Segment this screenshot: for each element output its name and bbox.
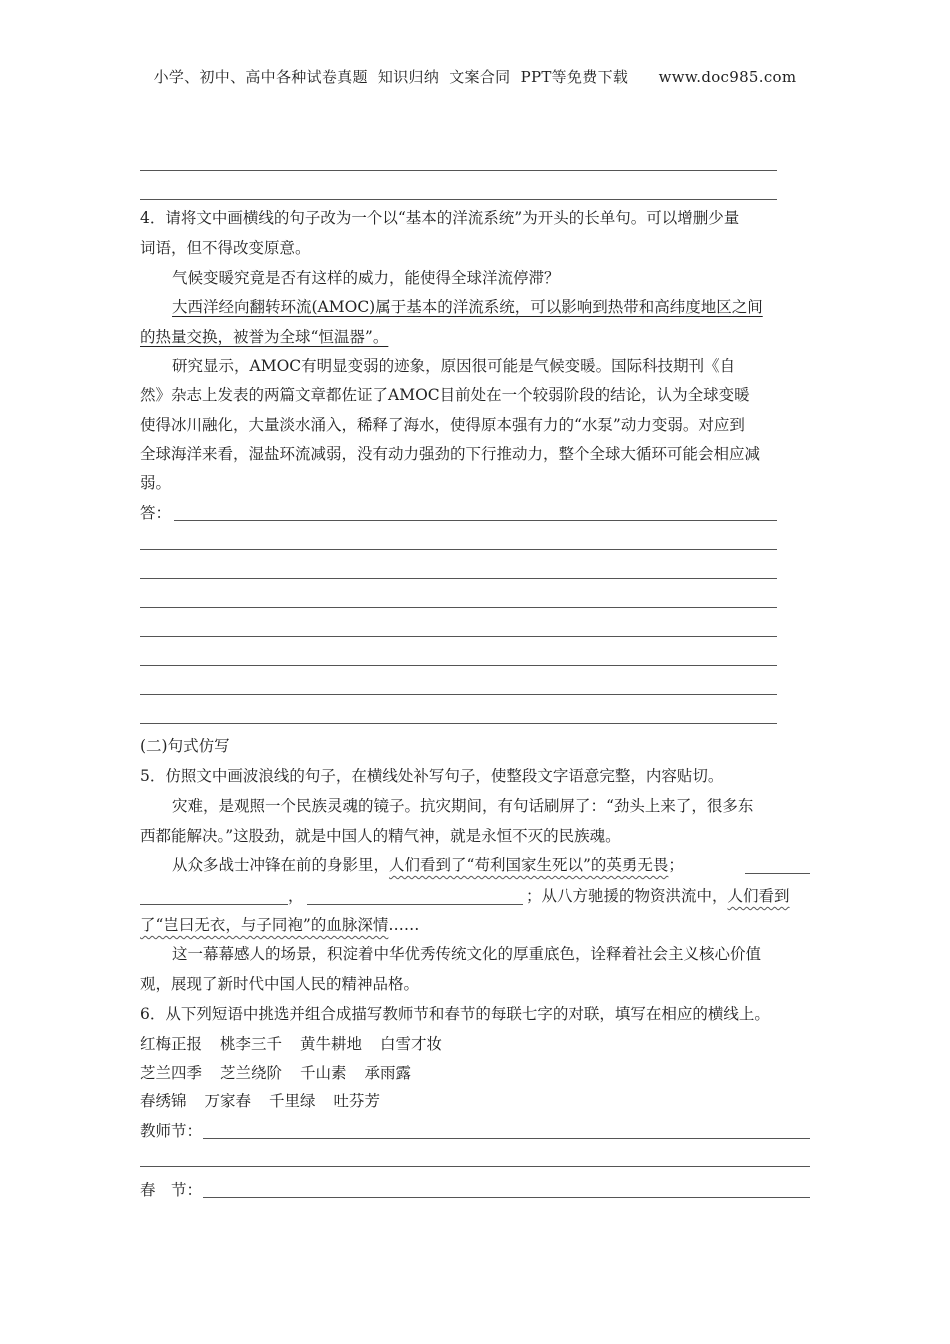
q4-prompt-line1: 4．请将文中画横线的句子改为一个以“基本的洋流系统”为开头的长单句。可以增删少量: [140, 209, 740, 227]
answer-line[interactable]: [140, 170, 777, 171]
phrase: 千里绿: [269, 1092, 316, 1110]
page-header: [0, 66, 950, 87]
q5-wavy-sentence: 人们看到: [727, 887, 790, 905]
q4-paragraph3-line4: 全球海洋来看，湿盐环流减弱，没有动力强劲的下行推动力，整个全球大循环可能会相应减: [140, 445, 761, 463]
q5-paragraph3-line1: 这一幕幕感人的场景，积淀着中华优秀传统文化的厚重底色，诠释着社会主义核心价值: [172, 945, 762, 963]
q5-paragraph1-line2: 西都能解决。”这股劲，就是中国人的精气神，就是永恒不灭的民族魂。: [140, 827, 621, 845]
answer-line[interactable]: [174, 520, 777, 521]
phrase: 芝兰四季: [140, 1064, 203, 1082]
phrase: 承雨露: [364, 1064, 412, 1082]
answer-line[interactable]: [140, 723, 777, 724]
phrase: 白雪才妆: [380, 1035, 443, 1053]
q5-text: ；: [668, 856, 684, 874]
q4-prompt-line2: 词语，但不得改变原意。: [140, 239, 311, 257]
q5-prompt: 5．仿照文中画波浪线的句子，在横线处补写句子，使整段文字语意完整，内容贴切。: [140, 767, 724, 785]
spring-festival-answer-line[interactable]: [203, 1197, 810, 1198]
section-title: (二)句式仿写: [140, 737, 230, 755]
q5-text: ；从八方驰援的物资洪流中，: [526, 887, 728, 905]
q5-wavy-sentence: 人们看到了“苟利国家生死以”的英勇无畏: [389, 856, 669, 874]
phrase: 黄牛耕地: [300, 1035, 363, 1053]
phrase: 桃李三千: [220, 1035, 283, 1053]
teachers-day-label: 教师节：: [140, 1122, 203, 1140]
q5-text: ……: [388, 916, 420, 934]
q6-phrase-row2: [140, 1063, 429, 1083]
phrase: 春绣锦: [140, 1092, 187, 1110]
q5-separator-comma: ，: [288, 887, 304, 905]
q5-paragraph2-line1: [172, 855, 684, 875]
fill-blank-line[interactable]: [140, 904, 288, 905]
answer-line[interactable]: [140, 578, 777, 579]
answer-line[interactable]: [140, 665, 777, 666]
teachers-day-answer-line[interactable]: [203, 1138, 810, 1139]
q4-paragraph1: 气候变暖究竟是否有这样的威力，能使得全球洋流停滞？: [172, 269, 560, 287]
q6-phrase-row3: [140, 1091, 398, 1111]
teachers-day-answer-line[interactable]: [140, 1166, 810, 1167]
q5-paragraph3-line2: 观，展现了新时代中国人民的精神品格。: [140, 975, 420, 993]
phrase: 千山素: [300, 1064, 347, 1082]
q4-underlined-sentence-line2: 的热量交换，被誉为全球“恒温器”。: [140, 328, 389, 346]
fill-blank-line[interactable]: [307, 904, 523, 905]
q5-paragraph2-line3: [140, 915, 419, 935]
phrase: 万家春: [204, 1092, 252, 1110]
phrase: 芝兰绕阶: [220, 1064, 283, 1082]
phrase: 吐芬芳: [333, 1092, 381, 1110]
q4-paragraph3-line3: 使得冰川融化，大量淡水涌入，稀释了海水，使得原本强有力的“水泵”动力变弱。对应到: [140, 416, 745, 434]
answer-line[interactable]: [140, 607, 777, 608]
q6-phrase-row1: [140, 1034, 460, 1054]
answer-line[interactable]: [140, 694, 777, 695]
answer-line[interactable]: [140, 549, 777, 550]
q4-answer-label: 答：: [140, 504, 172, 522]
answer-line[interactable]: [140, 199, 777, 200]
answer-line[interactable]: [140, 636, 777, 637]
q5-text: 从众多战士冲锋在前的身影里，: [172, 856, 390, 874]
q5-paragraph2-line2: [526, 886, 790, 906]
q6-prompt: 6．从下列短语中挑选并组合成描写教师节和春节的每联七字的对联，填写在相应的横线上。: [140, 1005, 770, 1023]
header-url: www.doc985.com: [658, 68, 797, 86]
spring-festival-label: 春 节：: [140, 1181, 203, 1199]
header-left-text: 小学、初中、高中各种试卷真题 知识归纳 文案合同 PPT等免费下载: [153, 68, 629, 86]
q4-underlined-sentence-line1: 大西洋经向翻转环流(AMOC)属于基本的洋流系统，可以影响到热带和高纬度地区之间: [172, 298, 763, 316]
q4-paragraph3-line1: 研究显示，AMOC有明显变弱的迹象，原因很可能是气候变暖。国际科技期刊《自: [172, 357, 736, 375]
phrase: 红梅正报: [140, 1035, 203, 1053]
q4-paragraph3-line2: 然》杂志上发表的两篇文章都佐证了AMOC目前处在一个较弱阶段的结论，认为全球变暖: [140, 386, 750, 404]
fill-blank-line[interactable]: [745, 873, 810, 874]
q4-paragraph3-line5: 弱。: [140, 474, 172, 492]
q5-wavy-sentence: 了“岂曰无衣，与子同袍”的血脉深情: [140, 916, 389, 934]
q5-paragraph1-line1: 灾难，是观照一个民族灵魂的镜子。抗灾期间，有句话刷屏了：“劲头上来了，很多东: [172, 797, 754, 815]
